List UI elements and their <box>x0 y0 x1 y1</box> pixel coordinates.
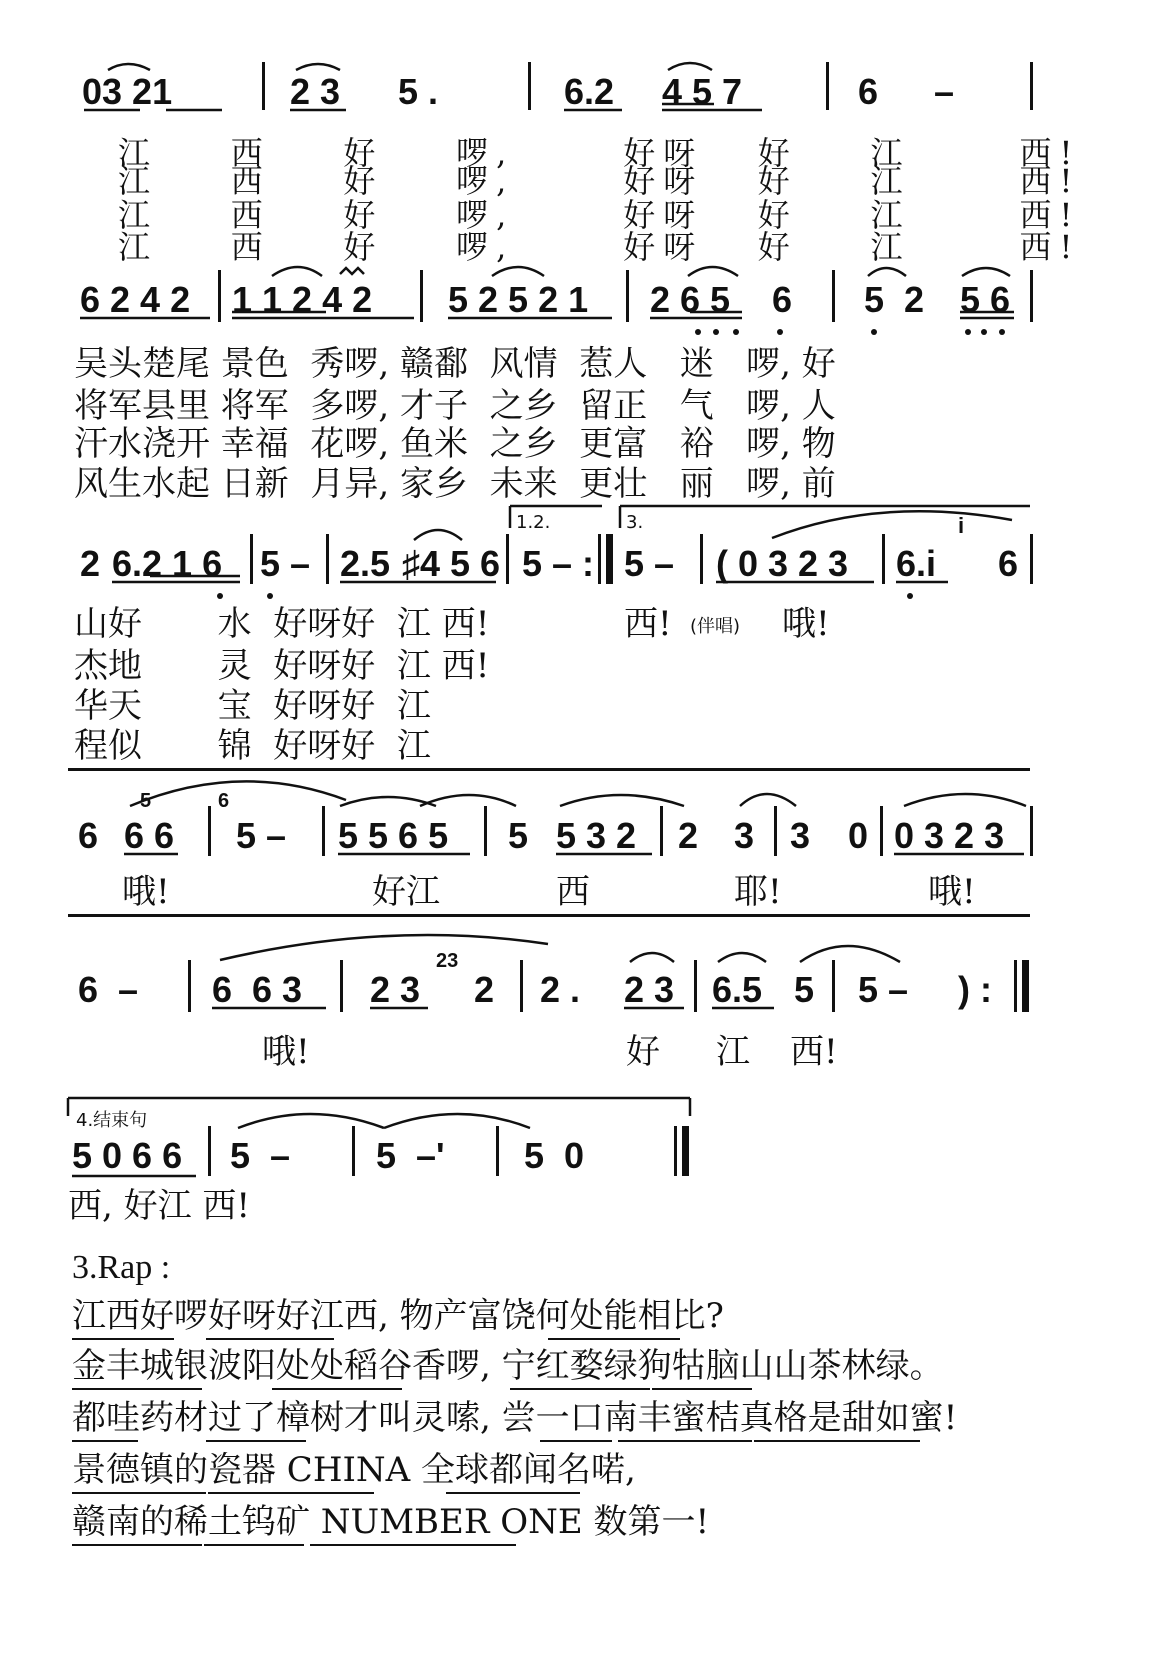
note-group: 2 <box>80 543 101 584</box>
lyric-verse-4: 江 西 好 啰, 好呀 好 江 西! <box>118 228 1081 266</box>
note-group: 2 3 <box>624 969 675 1010</box>
lyric-verse-4: 风生水起 日新 月异, 家乡 未来 更壮 丽 啰, 前 <box>74 464 836 504</box>
note-group: 03 21 <box>82 71 173 112</box>
note-group: 6.5 <box>712 969 763 1010</box>
lyric-verse-2: 杰地 灵 好呀好 江 西! <box>74 646 490 686</box>
lyric: 哦! <box>928 872 976 912</box>
note-group: 5 2 5 2 1 <box>448 279 589 320</box>
lyric: 西! <box>790 1032 838 1072</box>
note-group: 6 6 3 <box>212 969 303 1010</box>
note-group: 6.i <box>896 543 937 584</box>
note-group: 6 <box>858 71 879 112</box>
note-group: 6 2 4 2 <box>80 279 191 320</box>
note-group: 2 3 <box>370 969 421 1010</box>
lyric-verse-1: 山好 水 好呀好 江 西! <box>74 604 490 644</box>
lyric-verse-4: 程似 锦 好呀好 江 <box>74 726 431 766</box>
note-group: ) : <box>958 969 992 1010</box>
lyric: 好 <box>626 1032 660 1072</box>
rap-line-4: 景德镇的瓷器 CHINA 全球都闻名喏, <box>72 1450 636 1490</box>
note-group: 5 <box>794 969 815 1010</box>
note-group: ♯4 5 6 <box>402 543 501 584</box>
note-group: 0 3 2 3 <box>894 815 1005 856</box>
grace-note: i <box>958 513 965 538</box>
lyric-verse-3: 汗水浇开 幸福 花啰, 鱼米 之乡 更富 裕 啰, 物 <box>74 424 836 464</box>
note-group: 2 6 5 <box>650 279 731 320</box>
accompaniment-label: (伴唱) <box>690 616 741 637</box>
note-group: 2 <box>678 815 699 856</box>
note-group: 2 3 <box>290 71 341 112</box>
note-group: ( 0 3 2 3 <box>716 543 849 584</box>
note-group: 6 6 <box>124 815 175 856</box>
rap-line-2: 金丰城银波阳处处稻谷香啰, 宁红婺绿狗牯脑山山茶林绿。 <box>72 1346 944 1386</box>
note-group: 3 <box>790 815 811 856</box>
note-group: 2.5 <box>340 543 391 584</box>
note-group: 5 – <box>236 815 287 856</box>
note-group: 1 1 2 4 2 <box>232 279 373 320</box>
note-group: 5 – <box>230 1135 291 1176</box>
lyric-verse-3: 华天 宝 好呀好 江 <box>74 686 431 726</box>
volta-label-4: 4.结束句 <box>76 1110 148 1131</box>
note-group: 5 <box>508 815 529 856</box>
lyric-verse-2: 江 西 好 啰, 好呀 好 江 西! <box>118 162 1081 200</box>
volta-label-3: 3. <box>626 512 644 533</box>
note-group: 5 0 6 6 <box>72 1135 183 1176</box>
note-group: 5 – <box>624 543 675 584</box>
note-group: 0 <box>848 815 869 856</box>
note-group: 5 3 2 <box>556 815 637 856</box>
lyric: 哦! <box>262 1032 310 1072</box>
note-group: 2 <box>474 969 495 1010</box>
lyric: 江 <box>716 1032 750 1072</box>
note-group: 5 5 6 5 <box>338 815 449 856</box>
note-group: 5 . <box>398 71 439 112</box>
note-group: 5 –' <box>376 1135 445 1176</box>
lyric-verse-2: 将军县里 将军 多啰, 才子 之乡 留正 气 啰, 人 <box>74 386 836 426</box>
grace-note: 23 <box>436 950 459 972</box>
rap-line-5: 赣南的稀土钨矿 NUMBER ONE 数第一! <box>72 1502 710 1542</box>
note-group: 5 – <box>260 543 311 584</box>
grace-note: 6 <box>218 790 230 812</box>
lyric: 西 <box>556 872 590 912</box>
rap-line-3: 都哇药材过了樟树才叫灵嗦, 尝一口南丰蜜桔真格是甜如蜜! <box>72 1398 958 1438</box>
note-group: 6 <box>998 543 1019 584</box>
lyric: 耶! <box>734 872 782 912</box>
note-group: 5 – : <box>522 543 595 584</box>
lyric: 西, 好江 西! <box>68 1186 251 1226</box>
note-group: 4 5 7 <box>662 71 743 112</box>
note-group: 5 – <box>858 969 909 1010</box>
lyric-tail-2: 哦! <box>782 604 830 644</box>
note-group: 3 <box>734 815 755 856</box>
lyric-verse-1: 吴头楚尾 景色 秀啰, 赣鄱 风情 惹人 迷 啰, 好 <box>74 344 836 384</box>
grace-note: 5 <box>140 790 152 812</box>
note-group: 5 0 <box>524 1135 585 1176</box>
lyric: 好江 <box>372 872 440 912</box>
note-group: 5 6 <box>960 279 1011 320</box>
note-group: 6 – <box>78 969 139 1010</box>
lyric-verse-1: 江 西 好 啰, 好呀 好 江 西! <box>118 134 1081 172</box>
lyric-verse-3: 江 西 好 啰, 好呀 好 江 西! <box>118 196 1081 234</box>
note-group: 2 . <box>540 969 581 1010</box>
rap-title: 3.Rap : <box>72 1249 171 1286</box>
note-group: 6 <box>78 815 99 856</box>
lyric-tail-1: 西! <box>624 604 672 644</box>
note-group: – <box>934 71 955 112</box>
note-group: 6.2 <box>564 71 615 112</box>
note-group: 5 2 <box>864 279 925 320</box>
note-group: 6 <box>772 279 793 320</box>
volta-label-1-2: 1.2. <box>516 512 551 533</box>
note-group: 6.2 1 6 <box>112 543 223 584</box>
lyric: 哦! <box>122 872 170 912</box>
rap-line-1: 江西好啰好呀好江西, 物产富饶何处能相比? <box>72 1296 724 1336</box>
